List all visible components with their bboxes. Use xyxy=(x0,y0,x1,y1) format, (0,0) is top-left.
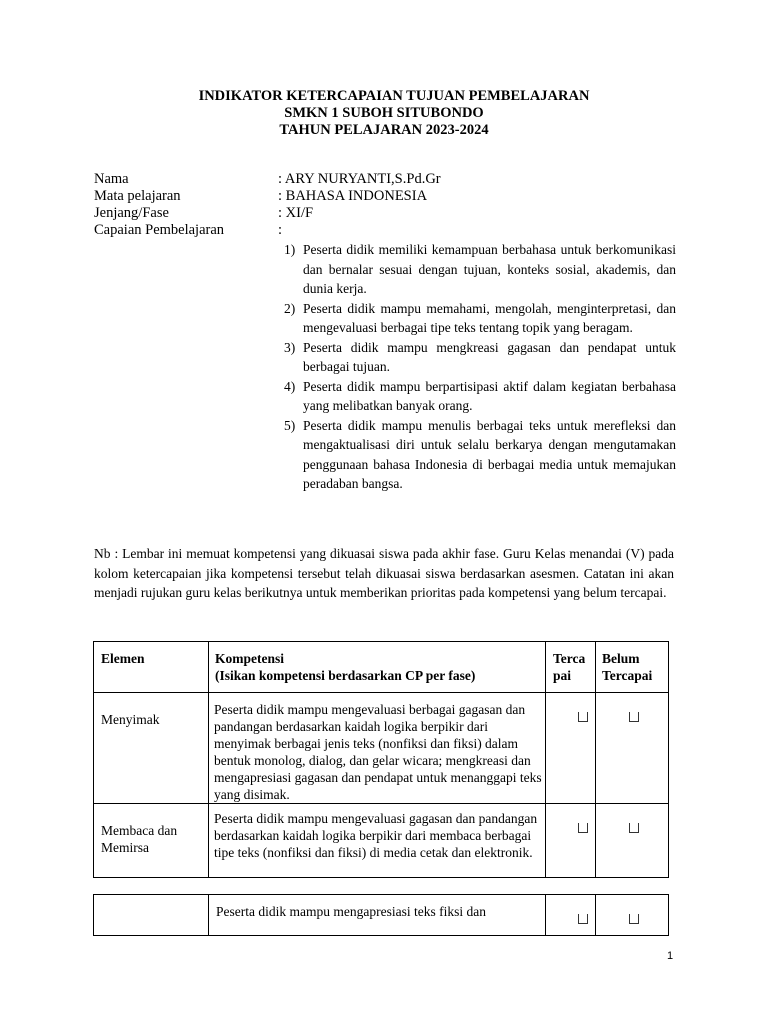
checkbox-tercapai[interactable] xyxy=(578,712,588,722)
capaian-item xyxy=(284,377,676,416)
capaian-item xyxy=(284,338,676,377)
nama-value: : ARY NURYANTI,S.Pd.Gr xyxy=(278,171,441,187)
capaian-number: 5) xyxy=(284,417,296,433)
header-elemen: Elemen xyxy=(94,642,209,693)
mapel-value: : BAHASA INDONESIA xyxy=(278,188,428,204)
table-row xyxy=(94,693,669,804)
info-row-mapel xyxy=(94,188,694,205)
capaian-number: 2) xyxy=(284,300,296,316)
checkbox-belum-tercapai[interactable] xyxy=(629,823,639,833)
title-line-3: TAHUN PELAJARAN 2023-2024 xyxy=(279,122,489,138)
competency-table xyxy=(93,641,669,878)
cell-belum-tercapai[interactable] xyxy=(596,804,669,878)
cell-elemen xyxy=(94,895,209,936)
fase-label: Jenjang/Fase xyxy=(94,205,169,221)
cell-elemen: Membaca dan Memirsa xyxy=(94,804,209,878)
cell-kompetensi: Peserta didik mampu mengevaluasi berbagai gagasan dan pandangan berdasarkan kaidah logika berpikir dari menyimak berbagai jenis teks (nonfiksi dan fiksi) dalam bentuk monolog, dialog, dan gelar wicara; mengkreasi dan mengapresiasi gagasan dan pendapat untuk menanggapi teks yang disimak. xyxy=(209,693,546,804)
header-belum-tercapai: Belum Tercapai xyxy=(596,642,669,693)
cell-belum-tercapai[interactable] xyxy=(596,895,669,936)
table-row xyxy=(94,895,669,936)
header-tercapai: Terca pai xyxy=(546,642,596,693)
cell-belum-tercapai[interactable] xyxy=(596,693,669,804)
checkbox-belum-tercapai[interactable] xyxy=(629,712,639,722)
checkbox-tercapai[interactable] xyxy=(578,914,588,924)
info-row-nama xyxy=(94,171,694,188)
nama-label: Nama xyxy=(94,171,129,187)
note-paragraph: Nb : Lembar ini memuat kompetensi yang dikuasai siswa pada akhir fase. Guru Kelas menandai (V) pada kolom ketercapaian jika kompetensi tersebut telah dikuasai siswa berdasarkan asesmen. Catatan ini akan menjadi rujukan guru kelas berikutnya untuk memberikan prioritas pada kompetensi yang belum tercapai. xyxy=(94,546,674,600)
capaian-number: 3) xyxy=(284,339,296,355)
capaian-text: Peserta didik mampu mengkreasi gagasan dan pendapat untuk berbagai tujuan. xyxy=(303,339,676,374)
capaian-text: Peserta didik mampu memahami, mengolah, menginterpretasi, dan mengevaluasi berbagai tipe teks tentang topik yang beragam. xyxy=(303,300,676,335)
header-kompetensi xyxy=(209,642,546,693)
capaian-list xyxy=(284,240,676,494)
document-title xyxy=(0,88,768,139)
title-line-2: SMKN 1 SUBOH SITUBONDO xyxy=(284,105,484,121)
cell-tercapai[interactable] xyxy=(546,804,596,878)
cell-kompetensi: Peserta didik mampu mengevaluasi gagasan dan pandangan berdasarkan kaidah logika berpikir dari membaca berbagai tipe teks (nonfiksi dan fiksi) di media cetak dan elektronik. xyxy=(209,804,546,878)
mapel-label: Mata pelajaran xyxy=(94,188,181,204)
checkbox-tercapai[interactable] xyxy=(578,823,588,833)
capaian-item xyxy=(284,299,676,338)
info-row-fase xyxy=(94,205,694,222)
title-line-1: INDIKATOR KETERCAPAIAN TUJUAN PEMBELAJARAN xyxy=(198,88,590,104)
header-kompetensi-title: Kompetensi xyxy=(215,651,284,666)
competency-table-continued xyxy=(93,894,669,936)
cell-tercapai[interactable] xyxy=(546,895,596,936)
capaian-text: Peserta didik mampu menulis berbagai teks untuk merefleksi dan mengaktualisasi diri untuk selalu berkarya dengan mengutamakan penggunaan bahasa Indonesia di berbagai media untuk memajukan peradaban bangsa. xyxy=(303,417,676,491)
checkbox-belum-tercapai[interactable] xyxy=(629,914,639,924)
cell-elemen: Menyimak xyxy=(94,693,209,804)
info-row-cp xyxy=(94,222,694,239)
cell-kompetensi: Peserta didik mampu mengapresiasi teks fiksi dan xyxy=(209,895,546,936)
capaian-number: 1) xyxy=(284,242,296,257)
table-header-row xyxy=(94,642,669,693)
identity-block xyxy=(94,171,694,239)
fase-value: : XI/F xyxy=(278,205,314,221)
header-kompetensi-sub: (Isikan kompetensi berdasarkan CP per fase) xyxy=(215,668,476,683)
capaian-text: Peserta didik memiliki kemampuan berbahasa untuk berkomunikasi dan bernalar sesuai dengan tujuan, konteks sosial, akademis, dan dunia kerja. xyxy=(303,242,676,296)
cp-label: Capaian Pembelajaran xyxy=(94,222,225,238)
capaian-item xyxy=(284,240,676,299)
capaian-number: 4) xyxy=(284,378,296,394)
table-row xyxy=(94,804,669,878)
cp-value: : xyxy=(278,222,283,238)
cell-tercapai[interactable] xyxy=(546,693,596,804)
page-number: 1 xyxy=(667,950,674,962)
capaian-item xyxy=(284,416,676,494)
capaian-text: Peserta didik mampu berpartisipasi aktif dalam kegiatan berbahasa yang melibatkan banyak orang. xyxy=(303,378,676,413)
